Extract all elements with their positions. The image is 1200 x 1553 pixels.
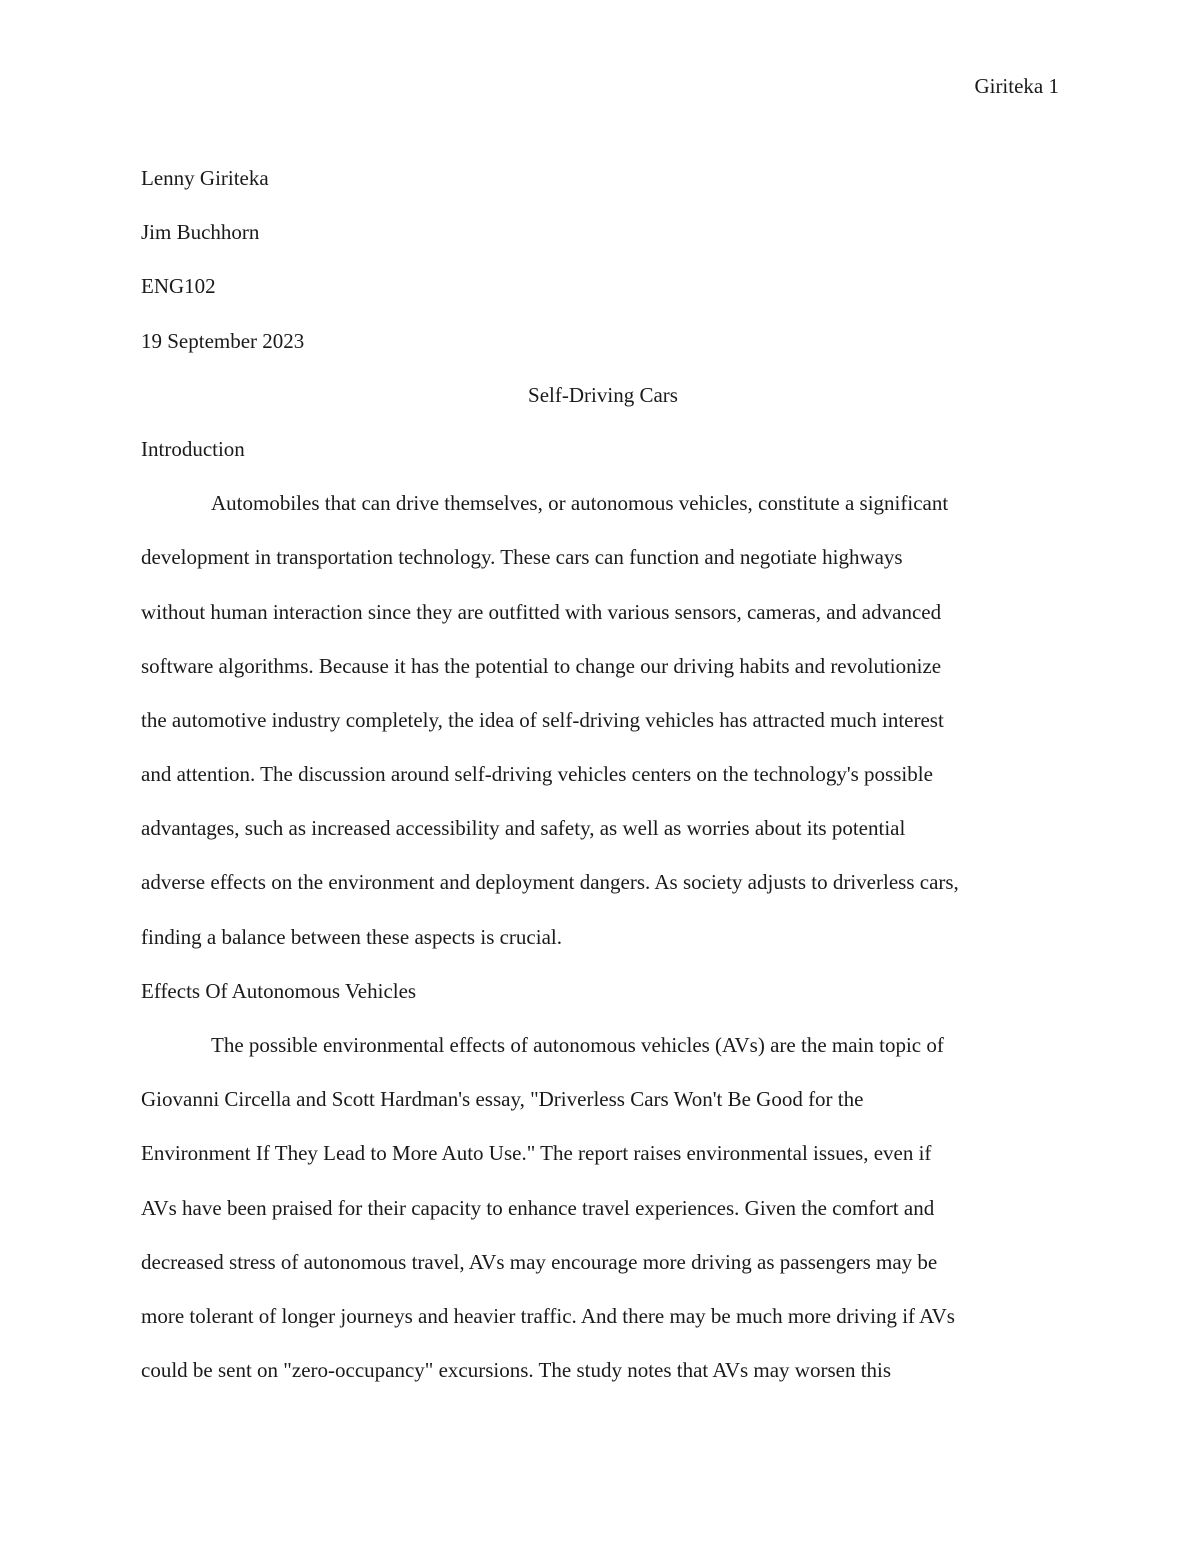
paragraph-line: without human interaction since they are outfitted with various sensors, cameras, and advanced [141,599,942,624]
paragraph-line: software algorithms. Because it has the potential to change our driving habits and revolutionize [141,653,942,678]
paragraph-line: finding a balance between these aspects is crucial. [141,924,562,949]
paragraph-line: the automotive industry completely, the idea of self-driving vehicles has attracted much interest [141,707,944,732]
paragraph-line: Automobiles that can drive themselves, or autonomous vehicles, constitute a significant [211,491,949,516]
paragraph-line: Giovanni Circella and Scott Hardman's essay, "Driverless Cars Won't Be Good for the [141,1087,864,1112]
paragraph-line: more tolerant of longer journeys and heavier traffic. And there may be much more driving if AVs [141,1303,955,1328]
running-head: Giriteka 1 [974,74,1059,98]
paragraph-line: adverse effects on the environment and deployment dangers. As society adjusts to driverless cars, [141,870,959,895]
paragraph-line: development in transportation technology. These cars can function and negotiate highways [141,545,903,570]
paragraph-line: could be sent on "zero-occupancy" excursions. The study notes that AVs may worsen this [141,1358,892,1383]
paragraph-line: AVs have been praised for their capacity to enhance travel experiences. Given the comfort and [141,1195,935,1220]
instructor-name: Jim Buchhorn [141,220,260,245]
document-title: Self-Driving Cars [528,382,678,407]
paragraph-line: decreased stress of autonomous travel, AVs may encourage more driving as passengers may be [141,1249,938,1274]
document-body [141,151,1065,1397]
document-date: 19 September 2023 [141,328,305,353]
section-heading: Effects Of Autonomous Vehicles [141,978,417,1003]
student-name: Lenny Giriteka [141,166,269,190]
paragraph-line: Environment If They Lead to More Auto Use." The report raises environmental issues, even if [141,1141,932,1166]
paragraph-line: and attention. The discussion around self-driving vehicles centers on the technology's possible [141,762,933,787]
paragraph-line: advantages, such as increased accessibility and safety, as well as worries about its potential [141,816,906,841]
course-name: ENG102 [141,274,216,299]
section-heading: Introduction [141,436,245,461]
paragraph-line: The possible environmental effects of autonomous vehicles (AVs) are the main topic of [211,1033,944,1057]
